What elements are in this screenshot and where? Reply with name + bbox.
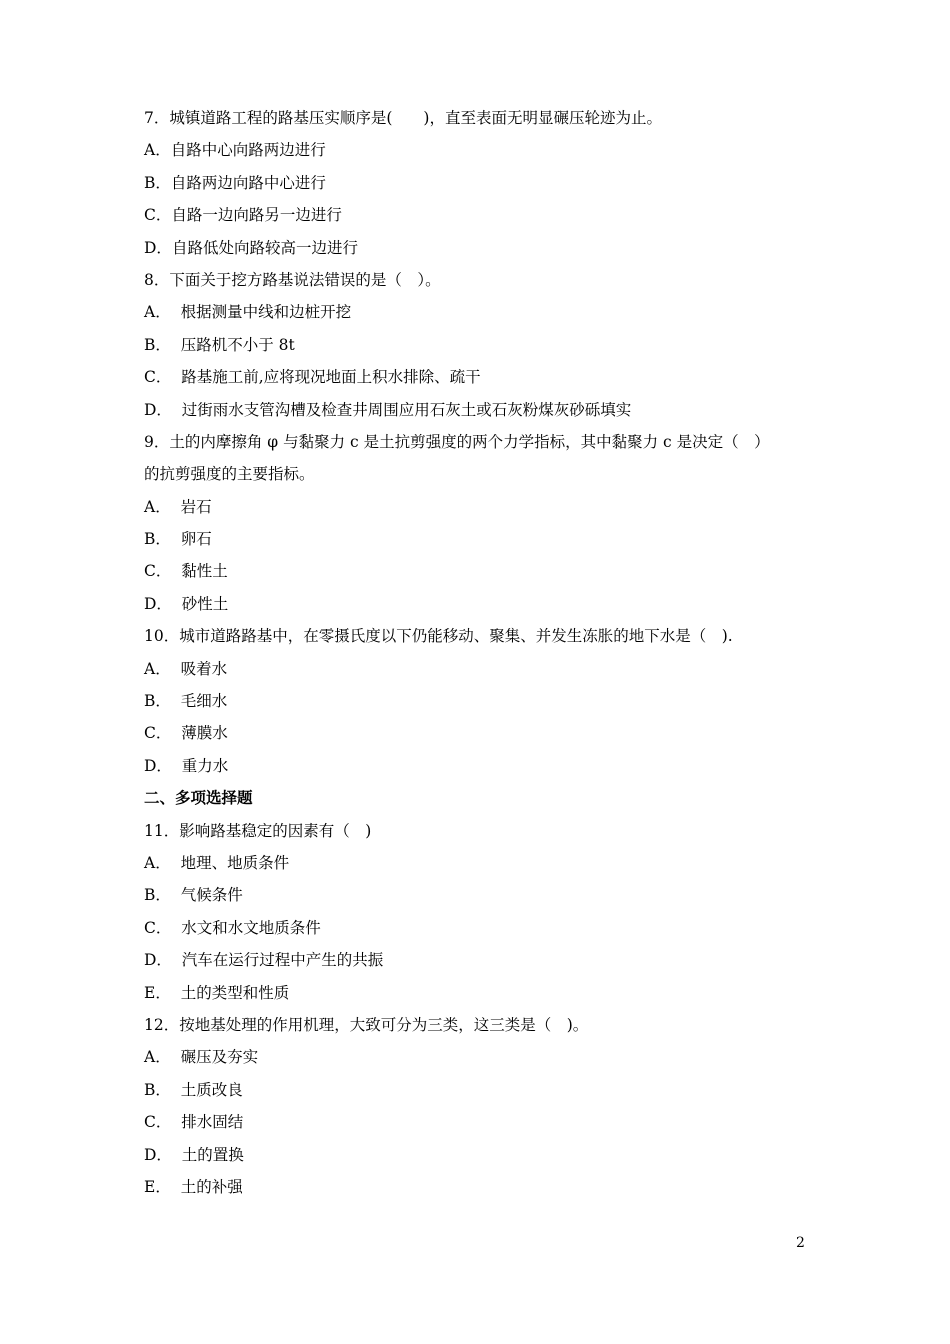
option-label: A． [144,659,171,678]
option-label: D． [144,756,172,775]
question-11-option-e [144,977,824,1009]
option-text: 毛细水 [180,692,228,711]
question-10-option-b [144,685,824,717]
option-label: C． [144,724,172,743]
question-7-option-a [144,134,824,166]
option-label: A． [144,303,171,322]
question-9-option-d [144,588,824,620]
option-text: 根据测量中线和边桩开挖 [180,303,352,322]
option-label: D． [144,1145,172,1164]
option-label: B． [144,335,171,354]
option-label: C． [144,918,172,937]
option-text: 碾压及夯实 [180,1048,259,1067]
option-text: 过街雨水支管沟槽及检查井周围应用石灰土或石灰粉煤灰砂砾填实 [181,400,632,419]
option-text: 土质改良 [180,1080,243,1099]
option-label: C． [144,1113,172,1132]
question-8-option-c [144,361,824,393]
question-7-option-c [144,199,824,231]
question-9-stem-cont: 的抗剪强度的主要指标。 [144,465,315,484]
question-11-option-b [144,879,824,911]
option-label: A． [144,1048,171,1067]
option-label: C． [144,206,172,225]
option-label: D． [144,594,172,613]
question-11-option-d [144,944,824,976]
option-label: A． [144,497,171,516]
question-8-option-d [144,394,824,426]
question-9-option-b [144,523,824,555]
option-label: C． [144,562,172,581]
option-text: 重力水 [181,756,229,775]
option-text: 路基施工前,应将现况地面上积水排除、疏干 [181,368,481,387]
question-12-option-d [144,1139,824,1171]
option-label: D． [144,238,172,257]
option-label: B． [144,173,171,192]
option-text: 地理、地质条件 [180,853,290,872]
question-12-option-b [144,1074,824,1106]
option-text: 排水固结 [181,1113,244,1132]
question-11-stem: 11．影响路基稳定的因素有（ ) [144,821,372,840]
section-heading: 二、多项选择题 [144,789,253,808]
option-text: 岩石 [180,497,212,516]
question-9-option-c [144,555,824,587]
option-text: 汽车在运行过程中产生的共振 [181,951,384,970]
option-text: 土的补强 [180,1177,243,1196]
option-text: 薄膜水 [181,724,228,743]
question-10-option-d [144,750,824,782]
option-label: D． [144,400,172,419]
question-10-option-a [144,653,824,685]
question-12-stem: 12．按地基处理的作用机理，大致可分为三类，这三类是（ )。 [144,1015,589,1034]
question-12-option-c [144,1106,824,1138]
option-label: A． [144,853,171,872]
page-number: 2 [796,1235,805,1251]
question-list [144,102,824,1203]
question-10-option-c [144,717,824,749]
option-text: 卵石 [180,530,212,549]
option-label: B． [144,692,171,711]
option-text: 自路两边向路中心进行 [170,173,326,192]
option-label: B． [144,886,171,905]
option-text: 自路一边向路另一边进行 [171,206,342,225]
question-11-option-a [144,847,824,879]
option-text: 土的置换 [181,1145,244,1164]
question-8-option-b [144,329,824,361]
question-7-option-d [144,232,824,264]
question-10-stem: 10．城市道路路基中，在零摄氏度以下仍能移动、聚集、并发生冻胀的地下水是（ ). [144,627,733,646]
option-label: B． [144,530,171,549]
option-label: B． [144,1080,171,1099]
option-text: 气候条件 [180,886,243,905]
question-12-option-e [144,1171,824,1203]
option-label: C． [144,368,172,387]
question-12-option-a [144,1041,824,1073]
option-text: 压路机不小于 8t [180,335,295,354]
question-8-option-a [144,296,824,328]
question-11-option-c [144,912,824,944]
question-7-option-b [144,167,824,199]
question-7-stem: 7．城镇道路工程的路基压实顺序是( )，直至表面无明显碾压轮迹为止。 [144,109,662,127]
option-label: E． [144,1177,171,1196]
question-8-stem: 8．下面关于挖方路基说法错误的是（ ）。 [144,270,441,289]
option-label: A． [144,141,171,160]
option-label: D． [144,951,172,970]
option-text: 水文和水文地质条件 [181,918,321,937]
option-label: E． [144,983,171,1002]
question-9-stem: 9．土的内摩擦角 φ 与黏聚力 c 是土抗剪强度的两个力学指标，其中黏聚力 c 是决定（ ） [144,432,770,451]
question-9-option-a [144,491,824,523]
option-text: 砂性土 [181,594,229,613]
option-text: 自路中心向路两边进行 [170,141,326,160]
option-text: 吸着水 [180,659,228,678]
option-text: 自路低处向路较高一边进行 [171,238,358,257]
option-text: 土的类型和性质 [180,983,290,1002]
option-text: 黏性土 [181,562,228,581]
